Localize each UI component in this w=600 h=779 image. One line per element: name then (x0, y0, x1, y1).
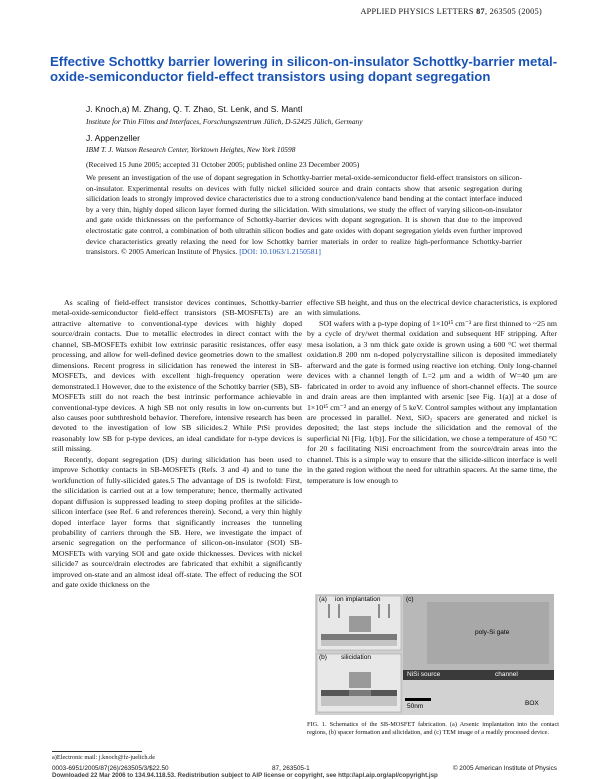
volume-number: 87 (476, 7, 485, 16)
received-dates: (Received 15 June 2005; accepted 31 October 2005; published online 23 December 2005) (86, 160, 360, 169)
box-label: BOX (525, 700, 539, 707)
author-secondary: J. Appenzeller (86, 133, 140, 143)
footer-issn: 0003-6951/2005/87(26)/263505/3/$22.50 (52, 765, 169, 772)
abstract-text: We present an investigation of the use of dopant segregation in Schottky-barrier metal-oxide-semiconductor field-effect transistors on silicon-on-insulator. Experimental results on devices with fully nickel silicided source and drain contacts show that arsenic segregation during silicidation leads to strongly improved device characteristics due to a strong conduction/valence band bending at the contact interface induced by a very thin, highly doped silicon layer formed during the silicidation. With simulations, we study the effect of varying silicon-on-insulator and gate oxide thicknesses on the performance of Schottky-barrier devices with dopant segregation. It is shown that due to the improved electrostatic gate control, a combination of both ultrathin silicon bodies and gate oxides with dopant segregation yields even further improved device characteristics greatly relaxing the need for low Schottky barrier materials in order to realize high-performance Schottky-barrier transistors. © 2005 American Institute of Physics. (86, 173, 522, 257)
paragraph: As scaling of field-effect transistor devices continues, Schottky-barrier metal-oxide-semiconductor field-effect transistors (SB-MOSFETs) are an attractive alternative to conventional-type devices with highly doped source/drain contacts. Due to metallic electrodes in direct contact with the channel, SB-MOSFETs exhibit low extrinsic parasitic resistances, offer easy processing, and allow for well-defined device geometries down to the smallest dimensions. Recent progress in silicidation has renewed the interest in SB-MOSFETs, and devices with excellent high-frequency operation were demonstrated.1 However, due to the existence of the Schottky barrier (SB), SB-MOSFETs still do not reach the best intrinsic performance achievable in conventional-type devices. A high SB not only results in low on-currents but also causes poor subthreshold behavior. Therefore, intensive research has been devoted to the investigation of low SB silicides.2 While PtSi provides reasonably low SB for p-type devices, an ideal candidate for n-type devices is still missing. (52, 298, 302, 454)
figure-1 (315, 594, 554, 715)
poly-si-gate-label: poly-Si gate (475, 629, 510, 636)
panel-c-label: (c) (406, 596, 414, 603)
footnote: a)Electronic mail: j.knoch@fz-juelich.de (52, 754, 156, 761)
author-list: J. Knoch,a) M. Zhang, Q. T. Zhao, St. Lenk, and S. Mantl (86, 104, 303, 114)
body-column-right (307, 298, 557, 486)
footnote-divider (52, 751, 142, 752)
journal-name: APPLIED PHYSICS LETTERS (360, 7, 474, 16)
figure-caption: FIG. 1. Schematics of the SB-MOSFET fabrication. (a) Arsenic implantation into the contact regions, (b) spacer formation and silicidation, and (c) TEM image of a readily processed device. (307, 721, 559, 736)
panel-b-label: (b) (319, 654, 327, 661)
footer-page: 87, 263505-1 (272, 765, 310, 772)
channel-label: channel (495, 671, 518, 678)
paragraph: effective SB height, and thus on the electrical device characteristics, is explored with simulations. (307, 298, 557, 318)
footer-copyright: © 2005 American Institute of Physics (452, 765, 557, 772)
nisi-source-label: NiSi source (407, 671, 441, 678)
scale-bar-label: 50nm (407, 703, 424, 710)
running-header: APPLIED PHYSICS LETTERS 87, 263505 (2005) (360, 7, 542, 16)
affiliation-secondary: IBM T. J. Watson Research Center, Yorktown Heights, New York 10598 (86, 145, 296, 154)
silicidation-label: silicidation (341, 654, 371, 661)
abstract (86, 173, 522, 258)
ion-implantation-label: ion implantation (335, 596, 381, 603)
article-number: 263505 (2005) (489, 7, 542, 16)
doi-link[interactable]: [DOI: 10.1063/1.2150581] (239, 247, 321, 257)
affiliation-primary: Institute for Thin Films and Interfaces, Forschungszentrum Jülich, D-52425 Jülich, Germany (86, 117, 363, 126)
article-title: Effective Schottky barrier lowering in silicon-on-insulator Schottky-barrier metal-oxide-semiconductor field-effect transistors using dopant segregation (50, 54, 558, 84)
body-column-left (52, 298, 302, 591)
paragraph: SOI wafers with a p-type doping of 1×10¹⁵ cm⁻³ are first thinned to ~25 nm by a cycle of dry/wet thermal oxidation and subsequent HF stripping. After mesa isolation, a 3 nm thick gate oxide is grown using a 600 °C wet thermal oxidation.8 200 nm n-doped polycrystalline silicon is deposited immediately afterward and the gate is formed using reactive ion etching. Only long-channel devices with a channel length of L=2 μm and a width of W=40 μm are fabricated in order to avoid any influence of short-channel effects. The source and drain areas are then implanted with arsenic [see Fig. 1(a)] at a dose of 1×10¹⁵ cm⁻² and an energy of 5 keV. Control samples without any implantation are processed in parallel. Next, SiO₂ spacers are generated and nickel is deposited; the last steps include the silicidation and the removal of the superficial Ni [Fig. 1(b)]. For the silicidation, we chose a temperature of 450 °C for 20 s facilitating NiSi encroachment from the source/drain areas into the channel. This is a simple way to ensure that the silicide-silicon interface is well in the gated region without the need for ultrathin spacers. At the same time, the temperature is low enough to (307, 318, 557, 485)
panel-a-label: (a) (319, 596, 327, 603)
paragraph: Recently, dopant segregation (DS) during silicidation has been used to improve Schottky contacts in SB-MOSFETs (Refs. 3 and 4) and to tune the workfunction of fully-silicided gates.5 The advantage of DS is twofold: First, the silicidation is carried out at a low temperature; hence, thermally activated dopant diffusion is suppressed leading to steep doping profiles at the silicide-silicon interface (see Ref. 6 and references therein). Second, a very thin highly doped interface layer forms that significantly increases the tunneling probability of carriers through the SB. Here, we investigate the impact of arsenic segregation on the performance of silicon-on-insulator (SOI) SB-MOSFETs with varying SOI and gate oxide thicknesses. Devices with nickel silicide7 as source/drain electrodes are fabricated that exhibit a significantly improved on-state and an almost ideal off-state. The effect of reducing the SOI and gate oxide thickness on the (52, 454, 302, 590)
download-notice: Downloaded 22 Mar 2006 to 134.94.118.53. Redistribution subject to AIP license or copyright, see http://apl.aip.org/apl/copyright.jsp (52, 772, 438, 779)
